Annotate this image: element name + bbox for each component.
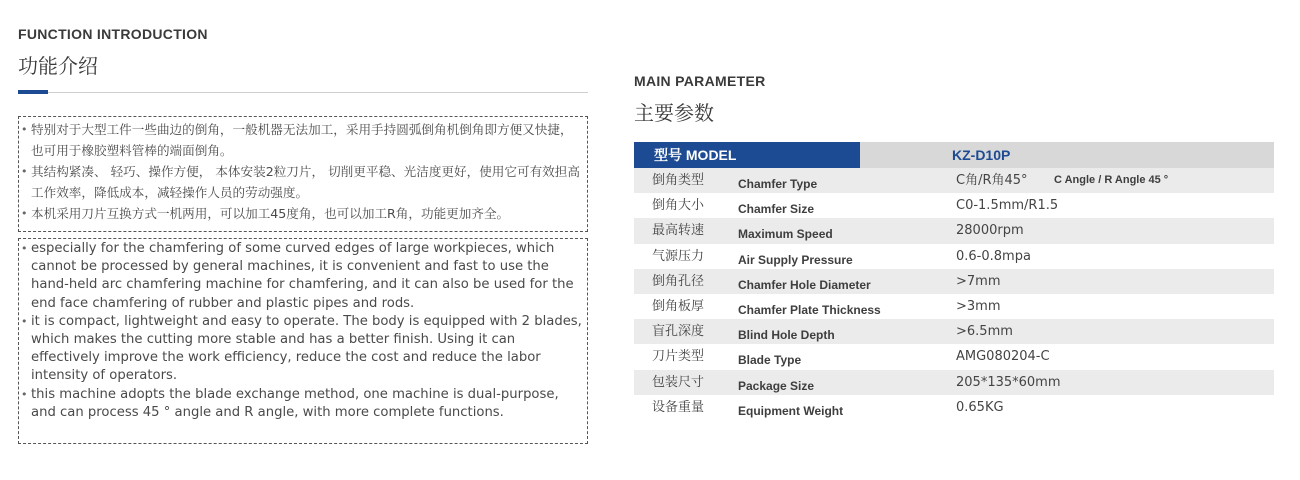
param-label-zh: 最高转速 xyxy=(652,223,705,239)
param-label-en: Chamfer Hole Diameter xyxy=(738,277,871,292)
param-label-en: Air Supply Pressure xyxy=(738,252,853,267)
en-paragraph-3: • this machine adopts the blade exchange method, one machine is dual-purpose, and can process 45 ° angle and R angle, with more complete functions. xyxy=(21,386,583,422)
param-label-zh: 包装尺寸 xyxy=(652,374,705,390)
table-row xyxy=(634,269,1274,294)
param-label-en: Blind Hole Depth xyxy=(738,328,835,343)
zh-paragraph-2: • 其结构紧凑、 轻巧、操作方便， 本体安装2粒刀片， 切削更平稳、光洁度更好，使用它可有效担高工作效率，降低成本，减轻操作人员的劳动强度。 xyxy=(21,161,583,203)
zh-paragraph-1: • 特别对于大型工件一些曲边的倒角，一般机器无法加工，采用手持圆弧倒角机倒角即方便又快捷，也可用于橡胶塑料管棒的端面倒角。 xyxy=(21,119,583,161)
en-description-box xyxy=(18,238,588,444)
en-paragraph-1: • especially for the chamfering of some curved edges of large workpieces, which cannot be processed by general machines, it is convenient and fast to use the hand-held arc chamfering machine for chamfering, and it can also be used for the end face chamfering of rubber and plastic pipes and rods. xyxy=(21,240,583,313)
param-label-zh: 倒角孔径 xyxy=(652,273,705,289)
param-label-zh: 设备重量 xyxy=(652,399,705,415)
zh-description-box xyxy=(18,116,588,232)
param-label-zh: 气源压力 xyxy=(652,248,705,264)
function-heading-en: FUNCTION INTRODUCTION xyxy=(18,26,208,42)
table-row xyxy=(634,168,1274,193)
param-value: >6.5mm xyxy=(956,324,1013,340)
param-label-zh: 盲孔深度 xyxy=(652,324,705,340)
divider-line xyxy=(48,92,588,93)
param-label-en: Equipment Weight xyxy=(738,403,844,418)
model-header-label: 型号 MODEL xyxy=(634,142,860,168)
param-label-en: Blade Type xyxy=(738,353,802,368)
param-value: 0.65KG xyxy=(956,399,1004,415)
param-label-zh: 倒角类型 xyxy=(652,173,705,188)
param-value: C角/R角45° xyxy=(956,173,1028,188)
parameter-heading-en: MAIN PARAMETER xyxy=(634,73,766,89)
param-value: AMG080204-C xyxy=(956,349,1050,365)
param-value: 0.6-0.8mpa xyxy=(956,248,1031,264)
model-header-value: KZ-D10P xyxy=(860,142,1274,168)
en-paragraph-2: • it is compact, lightweight and easy to operate. The body is equipped with 2 blades, which makes the cutting more stable and has a better finish. Using it can effectively improve the work efficiency, reduce the cost and reduce the labor intensity of operators. xyxy=(21,313,583,386)
table-row xyxy=(634,294,1274,319)
table-row xyxy=(634,370,1274,395)
table-row xyxy=(634,193,1274,218)
param-label-en: Package Size xyxy=(738,378,815,393)
param-label-en: Chamfer Plate Thickness xyxy=(738,302,881,317)
table-header xyxy=(634,142,1274,168)
param-label-en: Maximum Speed xyxy=(738,227,833,242)
param-label-en: Chamfer Type xyxy=(738,177,818,191)
param-value: 205*135*60mm xyxy=(956,374,1061,390)
param-value: >3mm xyxy=(956,298,1001,314)
param-value-note: C Angle / R Angle 45 ° xyxy=(1054,174,1169,186)
param-label-en: Chamfer Size xyxy=(738,202,815,217)
param-label-zh: 倒角板厚 xyxy=(652,298,705,314)
table-row xyxy=(634,344,1274,369)
table-row xyxy=(634,218,1274,243)
param-label-zh: 刀片类型 xyxy=(652,349,705,365)
parameter-table xyxy=(634,142,1274,420)
param-value: C0-1.5mm/R1.5 xyxy=(956,198,1059,214)
table-row xyxy=(634,395,1274,420)
param-value: 28000rpm xyxy=(956,223,1024,239)
function-heading-zh: 功能介绍 xyxy=(18,54,98,78)
parameter-heading-zh: 主要参数 xyxy=(634,101,714,125)
param-value: >7mm xyxy=(956,273,1001,289)
accent-bar xyxy=(18,90,48,94)
zh-paragraph-3: • 本机采用刀片互换方式一机两用，可以加工45度角，也可以加工R角，功能更加齐全。 xyxy=(21,203,583,224)
table-row xyxy=(634,244,1274,269)
table-row xyxy=(634,319,1274,344)
param-label-zh: 倒角大小 xyxy=(652,198,705,214)
